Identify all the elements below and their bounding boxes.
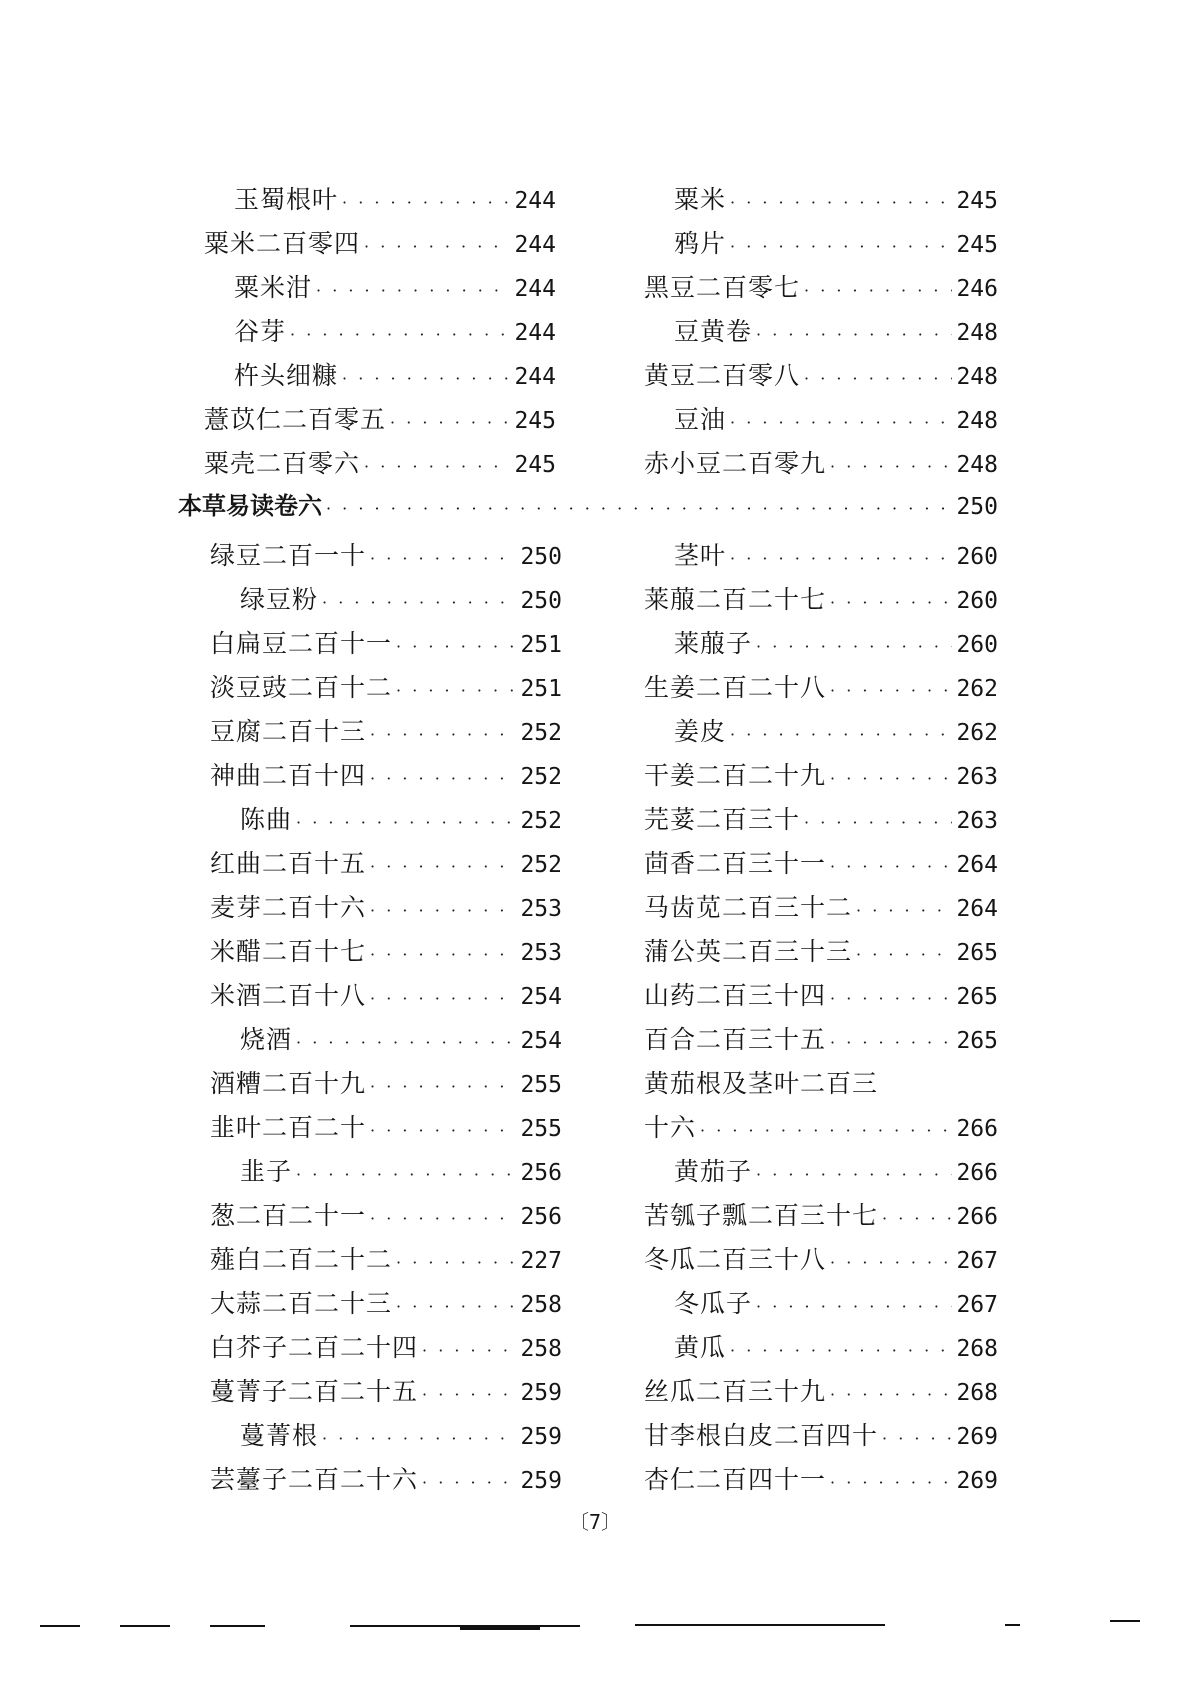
entry-title: 红曲二百十五 xyxy=(210,849,367,878)
dot-leader xyxy=(804,269,952,313)
entry-page-number: 227 xyxy=(520,1248,562,1274)
toc-entry[interactable] xyxy=(210,666,562,710)
dot-leader xyxy=(882,1417,952,1461)
dot-leader xyxy=(856,933,952,977)
entry-page-number: 252 xyxy=(520,720,562,746)
dot-leader xyxy=(756,625,952,669)
entry-title: 谷芽 xyxy=(234,317,287,346)
dot-leader xyxy=(396,1285,516,1329)
entry-page-number: 244 xyxy=(514,188,556,214)
toc-entry[interactable] xyxy=(210,1458,562,1502)
dot-leader xyxy=(370,1197,516,1241)
entry-title: 白扁豆二百十一 xyxy=(210,629,393,658)
toc-entry[interactable] xyxy=(644,442,998,486)
entry-title: 丝瓜二百三十九 xyxy=(644,1377,827,1406)
scan-artifact-line xyxy=(1005,1624,1020,1626)
dot-leader xyxy=(830,669,952,713)
entry-title: 薏苡仁二百零五 xyxy=(204,405,387,434)
entry-page-number: 244 xyxy=(514,232,556,258)
toc-entry[interactable] xyxy=(644,1106,998,1150)
entry-title: 烧酒 xyxy=(240,1025,293,1054)
toc-entry[interactable] xyxy=(210,930,562,974)
entry-page-number: 248 xyxy=(956,320,998,346)
toc-entry[interactable] xyxy=(210,1238,562,1282)
toc-entry[interactable] xyxy=(210,578,562,622)
entry-title: 黄茄子 xyxy=(674,1157,753,1186)
entry-page-number: 254 xyxy=(520,984,562,1010)
toc-entry[interactable] xyxy=(210,1370,562,1414)
toc-entry[interactable] xyxy=(210,754,562,798)
toc-entry[interactable] xyxy=(644,1326,998,1370)
entry-title: 芸薹子二百二十六 xyxy=(210,1465,419,1494)
entry-title: 百合二百三十五 xyxy=(644,1025,827,1054)
entry-page-number: 267 xyxy=(956,1248,998,1274)
entry-page-number: 252 xyxy=(520,852,562,878)
entry-title: 粟米二百零四 xyxy=(204,229,361,258)
entry-page-number: 245 xyxy=(514,452,556,478)
toc-entry[interactable] xyxy=(644,534,998,578)
toc-entry[interactable] xyxy=(210,974,562,1018)
entry-page-number: 266 xyxy=(956,1204,998,1230)
entry-page-number: 266 xyxy=(956,1116,998,1142)
entry-page-number: 264 xyxy=(956,852,998,878)
entry-page-number: 252 xyxy=(520,808,562,834)
toc-entry[interactable] xyxy=(644,1150,998,1194)
dot-leader xyxy=(730,401,952,445)
toc-entry[interactable] xyxy=(644,1238,998,1282)
toc-entry[interactable] xyxy=(204,266,556,310)
section-title: 本草易读卷六 xyxy=(178,492,322,520)
dot-leader xyxy=(396,625,516,669)
entry-title: 马齿苋二百三十二 xyxy=(644,893,853,922)
dot-leader xyxy=(342,357,510,401)
entry-page-number: 246 xyxy=(956,276,998,302)
toc-entry[interactable] xyxy=(644,974,998,1018)
toc-entry[interactable] xyxy=(204,222,556,266)
entry-page-number: 262 xyxy=(956,720,998,746)
dot-leader xyxy=(322,1417,516,1461)
entry-title: 豆油 xyxy=(674,405,727,434)
toc-entry[interactable] xyxy=(644,1062,998,1106)
toc-entry[interactable] xyxy=(210,798,562,842)
toc-entry[interactable] xyxy=(644,798,998,842)
toc-entry[interactable] xyxy=(644,578,998,622)
dot-leader xyxy=(370,845,516,889)
entry-page-number: 251 xyxy=(520,676,562,702)
toc-entry[interactable] xyxy=(210,622,562,666)
entry-title: 玉蜀根叶 xyxy=(234,185,339,214)
entry-page-number: 259 xyxy=(520,1380,562,1406)
entry-title: 粟壳二百零六 xyxy=(204,449,361,478)
dot-leader xyxy=(730,713,952,757)
scan-artifact-line xyxy=(1110,1620,1140,1622)
entry-title: 麦芽二百十六 xyxy=(210,893,367,922)
entry-page-number: 259 xyxy=(520,1424,562,1450)
toc-entry[interactable] xyxy=(210,710,562,754)
entry-title: 生姜二百二十八 xyxy=(644,673,827,702)
dot-leader xyxy=(422,1461,516,1505)
toc-entry[interactable] xyxy=(210,1150,562,1194)
toc-column-right xyxy=(644,534,998,1502)
entry-title: 葱二百二十一 xyxy=(210,1201,367,1230)
entry-page-number: 255 xyxy=(520,1116,562,1142)
entry-title: 苦瓠子瓢二百三十七 xyxy=(644,1201,879,1230)
dot-leader xyxy=(422,1329,516,1373)
dot-leader xyxy=(322,581,516,625)
entry-title: 韭子 xyxy=(240,1157,293,1186)
toc-column-top-left xyxy=(204,178,556,486)
toc-entry[interactable] xyxy=(210,1106,562,1150)
scan-artifact-line xyxy=(635,1624,885,1626)
entry-title: 白芥子二百二十四 xyxy=(210,1333,419,1362)
dot-leader xyxy=(370,889,516,933)
dot-leader xyxy=(830,1241,952,1285)
toc-entry[interactable] xyxy=(210,1282,562,1326)
entry-title: 黄瓜 xyxy=(674,1333,727,1362)
entry-page-number: 244 xyxy=(514,276,556,302)
entry-title: 酒糟二百十九 xyxy=(210,1069,367,1098)
scan-artifact-line xyxy=(460,1627,540,1630)
entry-title: 杏仁二百四十一 xyxy=(644,1465,827,1494)
dot-leader xyxy=(730,537,952,581)
dot-leader xyxy=(396,669,516,713)
entry-page-number: 245 xyxy=(956,232,998,258)
dot-leader xyxy=(370,537,516,581)
toc-entry[interactable] xyxy=(210,886,562,930)
entry-page-number: 260 xyxy=(956,588,998,614)
entry-title: 大蒜二百二十三 xyxy=(210,1289,393,1318)
entry-title: 粟米泔 xyxy=(234,273,313,302)
toc-entry[interactable] xyxy=(644,710,998,754)
dot-leader xyxy=(830,757,952,801)
entry-page-number: 250 xyxy=(520,544,562,570)
toc-entry[interactable] xyxy=(204,398,556,442)
entry-title: 姜皮 xyxy=(674,717,727,746)
toc-entry[interactable] xyxy=(644,354,998,398)
section-page-number: 250 xyxy=(956,494,998,520)
entry-title: 干姜二百二十九 xyxy=(644,761,827,790)
entry-page-number: 256 xyxy=(520,1160,562,1186)
entry-title: 米醋二百十七 xyxy=(210,937,367,966)
toc-entry[interactable] xyxy=(644,266,998,310)
entry-title: 豆腐二百十三 xyxy=(210,717,367,746)
entry-page-number: 255 xyxy=(520,1072,562,1098)
entry-page-number: 260 xyxy=(956,544,998,570)
entry-page-number: 264 xyxy=(956,896,998,922)
toc-entry[interactable] xyxy=(644,842,998,886)
toc-entry[interactable] xyxy=(644,886,998,930)
dot-leader xyxy=(422,1373,516,1417)
dot-leader xyxy=(756,313,952,357)
toc-entry[interactable] xyxy=(204,310,556,354)
toc-entry[interactable] xyxy=(644,1370,998,1414)
entry-page-number: 259 xyxy=(520,1468,562,1494)
entry-page-number: 254 xyxy=(520,1028,562,1054)
dot-leader xyxy=(370,933,516,977)
dot-leader xyxy=(830,1021,952,1065)
entry-title: 蔓菁根 xyxy=(240,1421,319,1450)
entry-title: 陈曲 xyxy=(240,805,293,834)
entry-page-number: 260 xyxy=(956,632,998,658)
dot-leader xyxy=(296,801,516,845)
dot-leader xyxy=(326,487,952,531)
entry-page-number: 248 xyxy=(956,364,998,390)
entry-page-number: 256 xyxy=(520,1204,562,1230)
entry-page-number: 258 xyxy=(520,1336,562,1362)
toc-column-left xyxy=(210,534,562,1502)
entry-page-number: 268 xyxy=(956,1380,998,1406)
page-number: 〔7〕 xyxy=(568,1510,622,1534)
entry-page-number: 265 xyxy=(956,1028,998,1054)
entry-page-number: 244 xyxy=(514,320,556,346)
scan-artifact-line xyxy=(210,1625,265,1627)
entry-page-number: 266 xyxy=(956,1160,998,1186)
entry-title: 莱菔二百二十七 xyxy=(644,585,827,614)
dot-leader xyxy=(370,713,516,757)
entry-title: 赤小豆二百零九 xyxy=(644,449,827,478)
toc-entry[interactable] xyxy=(644,622,998,666)
entry-page-number: 265 xyxy=(956,940,998,966)
entry-page-number: 269 xyxy=(956,1468,998,1494)
entry-title: 米酒二百十八 xyxy=(210,981,367,1010)
entry-title: 芫荽二百三十 xyxy=(644,805,801,834)
entry-page-number: 267 xyxy=(956,1292,998,1318)
entry-title: 黑豆二百零七 xyxy=(644,273,801,302)
dot-leader xyxy=(804,801,952,845)
entry-title: 茎叶 xyxy=(674,541,727,570)
entry-title: 蔓菁子二百二十五 xyxy=(210,1377,419,1406)
entry-title: 山药二百三十四 xyxy=(644,981,827,1010)
dot-leader xyxy=(830,1461,952,1505)
toc-entry[interactable] xyxy=(644,1282,998,1326)
dot-leader xyxy=(396,1241,516,1285)
entry-page-number: 268 xyxy=(956,1336,998,1362)
toc-entry[interactable] xyxy=(210,1194,562,1238)
entry-title: 茴香二百三十一 xyxy=(644,849,827,878)
toc-entry[interactable] xyxy=(210,842,562,886)
entry-page-number: 258 xyxy=(520,1292,562,1318)
toc-entry[interactable] xyxy=(210,1062,562,1106)
entry-page-number: 262 xyxy=(956,676,998,702)
toc-entry[interactable] xyxy=(644,930,998,974)
entry-title: 甘李根白皮二百四十 xyxy=(644,1421,879,1450)
entry-page-number: 248 xyxy=(956,408,998,434)
toc-entry[interactable] xyxy=(210,1326,562,1370)
entry-title: 绿豆粉 xyxy=(240,585,319,614)
entry-title: 绿豆二百一十 xyxy=(210,541,367,570)
entry-page-number: 265 xyxy=(956,984,998,1010)
entry-title: 蒲公英二百三十三 xyxy=(644,937,853,966)
toc-entry[interactable] xyxy=(644,310,998,354)
toc-entry[interactable] xyxy=(644,1194,998,1238)
toc-entry[interactable] xyxy=(210,1414,562,1458)
dot-leader xyxy=(342,181,510,225)
toc-entry[interactable] xyxy=(644,1018,998,1062)
toc-entry[interactable] xyxy=(644,178,998,222)
entry-page-number: 251 xyxy=(520,632,562,658)
dot-leader xyxy=(370,757,516,801)
entry-page-number: 248 xyxy=(956,452,998,478)
dot-leader xyxy=(370,1109,516,1153)
toc-entry[interactable] xyxy=(644,1414,998,1458)
entry-title: 黄茄根及茎叶二百三 xyxy=(644,1069,879,1098)
toc-entry[interactable] xyxy=(644,222,998,266)
entry-page-number: 252 xyxy=(520,764,562,790)
entry-title: 冬瓜二百三十八 xyxy=(644,1245,827,1274)
entry-title: 粟米 xyxy=(674,185,727,214)
toc-entry[interactable] xyxy=(210,534,562,578)
toc-entry[interactable] xyxy=(204,442,556,486)
toc-entry[interactable] xyxy=(210,1018,562,1062)
entry-page-number: 250 xyxy=(520,588,562,614)
toc-entry[interactable] xyxy=(204,354,556,398)
dot-leader xyxy=(804,357,952,401)
entry-title: 莱菔子 xyxy=(674,629,753,658)
dot-leader xyxy=(296,1153,516,1197)
dot-leader xyxy=(830,445,952,489)
entry-title: 淡豆豉二百十二 xyxy=(210,673,393,702)
dot-leader xyxy=(730,1329,952,1373)
entry-page-number: 245 xyxy=(514,408,556,434)
toc-entry[interactable] xyxy=(644,398,998,442)
entry-title: 鸦片 xyxy=(674,229,727,258)
toc-entry[interactable] xyxy=(204,178,556,222)
dot-leader xyxy=(730,181,952,225)
entry-title: 韭叶二百二十 xyxy=(210,1113,367,1142)
dot-leader xyxy=(730,225,952,269)
entry-page-number: 245 xyxy=(956,188,998,214)
dot-leader xyxy=(830,1373,952,1417)
dot-leader xyxy=(370,977,516,1021)
dot-leader xyxy=(316,269,510,313)
dot-leader xyxy=(700,1109,952,1153)
section-heading[interactable] xyxy=(178,484,998,528)
dot-leader xyxy=(370,1065,516,1109)
entry-page-number: 253 xyxy=(520,940,562,966)
dot-leader xyxy=(830,581,952,625)
dot-leader xyxy=(756,1285,952,1329)
dot-leader xyxy=(290,313,510,357)
toc-entry[interactable] xyxy=(644,754,998,798)
dot-leader xyxy=(882,1197,952,1241)
entry-page-number: 263 xyxy=(956,808,998,834)
dot-leader xyxy=(390,401,510,445)
dot-leader xyxy=(364,225,510,269)
entry-title: 冬瓜子 xyxy=(674,1289,753,1318)
entry-title: 豆黄卷 xyxy=(674,317,753,346)
entry-title: 黄豆二百零八 xyxy=(644,361,801,390)
entry-title: 薤白二百二十二 xyxy=(210,1245,393,1274)
dot-leader xyxy=(756,1153,952,1197)
dot-leader xyxy=(830,977,952,1021)
scan-artifact-line xyxy=(120,1625,170,1627)
dot-leader xyxy=(830,845,952,889)
entry-title: 杵头细糠 xyxy=(234,361,339,390)
entry-page-number: 253 xyxy=(520,896,562,922)
dot-leader xyxy=(856,889,952,933)
entry-title: 十六 xyxy=(644,1113,697,1142)
toc-entry[interactable] xyxy=(644,1458,998,1502)
dot-leader xyxy=(364,445,510,489)
entry-page-number: 263 xyxy=(956,764,998,790)
toc-entry[interactable] xyxy=(644,666,998,710)
entry-page-number: 269 xyxy=(956,1424,998,1450)
toc-column-top-right xyxy=(644,178,998,486)
dot-leader xyxy=(296,1021,516,1065)
entry-title: 神曲二百十四 xyxy=(210,761,367,790)
scan-artifact-line xyxy=(40,1625,80,1627)
entry-page-number: 244 xyxy=(514,364,556,390)
